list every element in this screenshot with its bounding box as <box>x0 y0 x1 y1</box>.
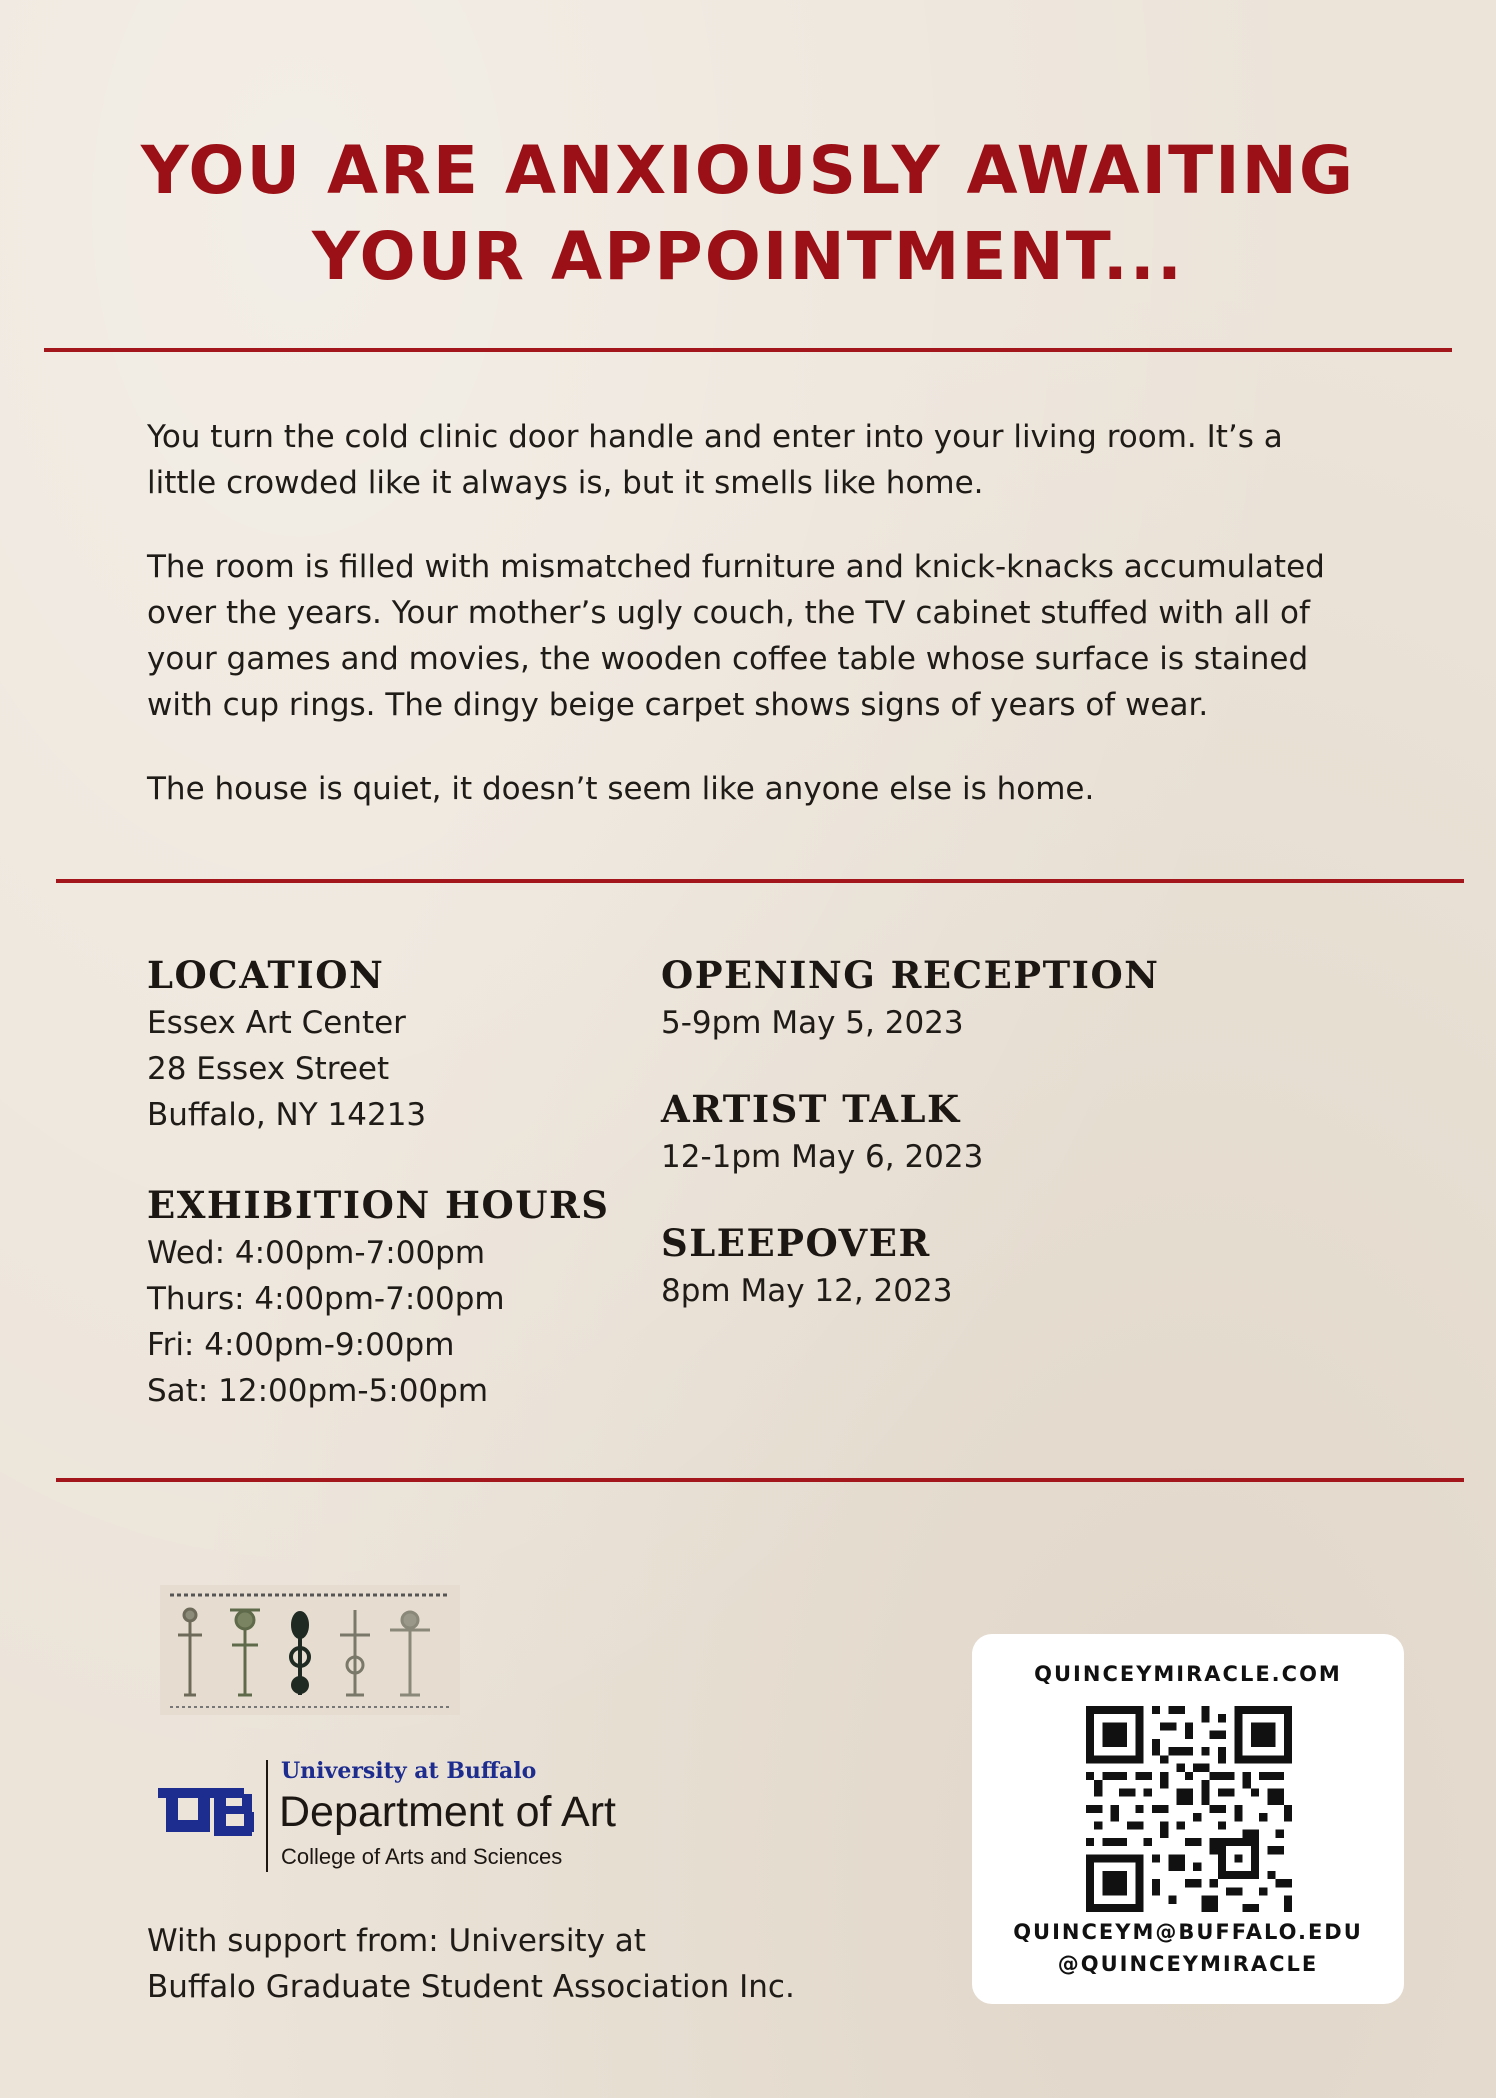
location-line: Essex Art Center <box>147 1005 406 1041</box>
story-paragraph-3: The house is quiet, it doesn’t seem like anyone else is home. <box>147 771 1095 807</box>
hours-line: Fri: 4:00pm-9:00pm <box>147 1327 455 1363</box>
support-line-2: Buffalo Graduate Student Association Inc. <box>147 1969 795 2005</box>
story-paragraph-1: You turn the cold clinic door handle and enter into your living room. It’s a little crowded like it always is, but it smells like home. <box>147 419 1283 501</box>
sleepover-heading: SLEEPOVER <box>661 1221 931 1265</box>
ub-college-name: College of Arts and Sciences <box>281 1844 563 1869</box>
location-heading: LOCATION <box>147 953 385 997</box>
sleepover-detail: 8pm May 12, 2023 <box>661 1273 953 1309</box>
email-link[interactable]: QUINCEYM@BUFFALO.EDU <box>1013 1920 1363 1944</box>
artist-talk-heading: ARTIST TALK <box>661 1087 961 1131</box>
divider-middle <box>56 879 1464 883</box>
opening-reception-detail: 5-9pm May 5, 2023 <box>661 1005 964 1041</box>
headline-line-1: YOU ARE ANXIOUSLY AWAITING <box>140 132 1356 209</box>
hours-heading: EXHIBITION HOURS <box>147 1183 610 1227</box>
headline-line-2: YOUR APPOINTMENT... <box>312 218 1184 295</box>
hours-line: Wed: 4:00pm-7:00pm <box>147 1235 486 1271</box>
hours-line: Thurs: 4:00pm-7:00pm <box>147 1281 505 1317</box>
ub-department-of-art-logo <box>158 1758 678 1873</box>
website-link[interactable]: QUINCEYMIRACLE.COM <box>1034 1662 1342 1686</box>
info-right-column <box>661 950 1221 1314</box>
location-line: Buffalo, NY 14213 <box>147 1097 427 1133</box>
ub-department-name: Department of Art <box>279 1788 616 1836</box>
ub-logo-mark-icon <box>158 1786 254 1838</box>
location-line: 28 Essex Street <box>147 1051 390 1087</box>
opening-reception-heading: OPENING RECEPTION <box>661 953 1160 997</box>
ub-university-name: University at Buffalo <box>281 1758 537 1784</box>
ub-logo-divider <box>266 1760 268 1872</box>
hours-line: Sat: 12:00pm-5:00pm <box>147 1373 489 1409</box>
artist-talk-detail: 12-1pm May 6, 2023 <box>661 1139 984 1175</box>
support-credit <box>147 1918 847 2010</box>
contact-card <box>972 1634 1404 2004</box>
story-text <box>147 414 1327 850</box>
divider-bottom <box>56 1478 1464 1482</box>
info-left-column <box>147 950 627 1414</box>
headline <box>0 128 1496 300</box>
support-line-1: With support from: University at <box>147 1923 646 1959</box>
story-paragraph-2: The room is filled with mismatched furniture and knick-knacks accumulated over the years. Your mother’s ugly couch, the TV cabinet stuffed with all of your games and movies, the wooden coffee table whose surface is stained with cup rings. The dingy beige carpet shows signs of years of wear. <box>147 549 1325 723</box>
qr-code-icon[interactable] <box>1086 1706 1292 1912</box>
divider-top <box>44 348 1452 352</box>
foundation-logo <box>160 1585 460 1715</box>
social-handle[interactable]: @QUINCEYMIRACLE <box>1057 1952 1319 1976</box>
